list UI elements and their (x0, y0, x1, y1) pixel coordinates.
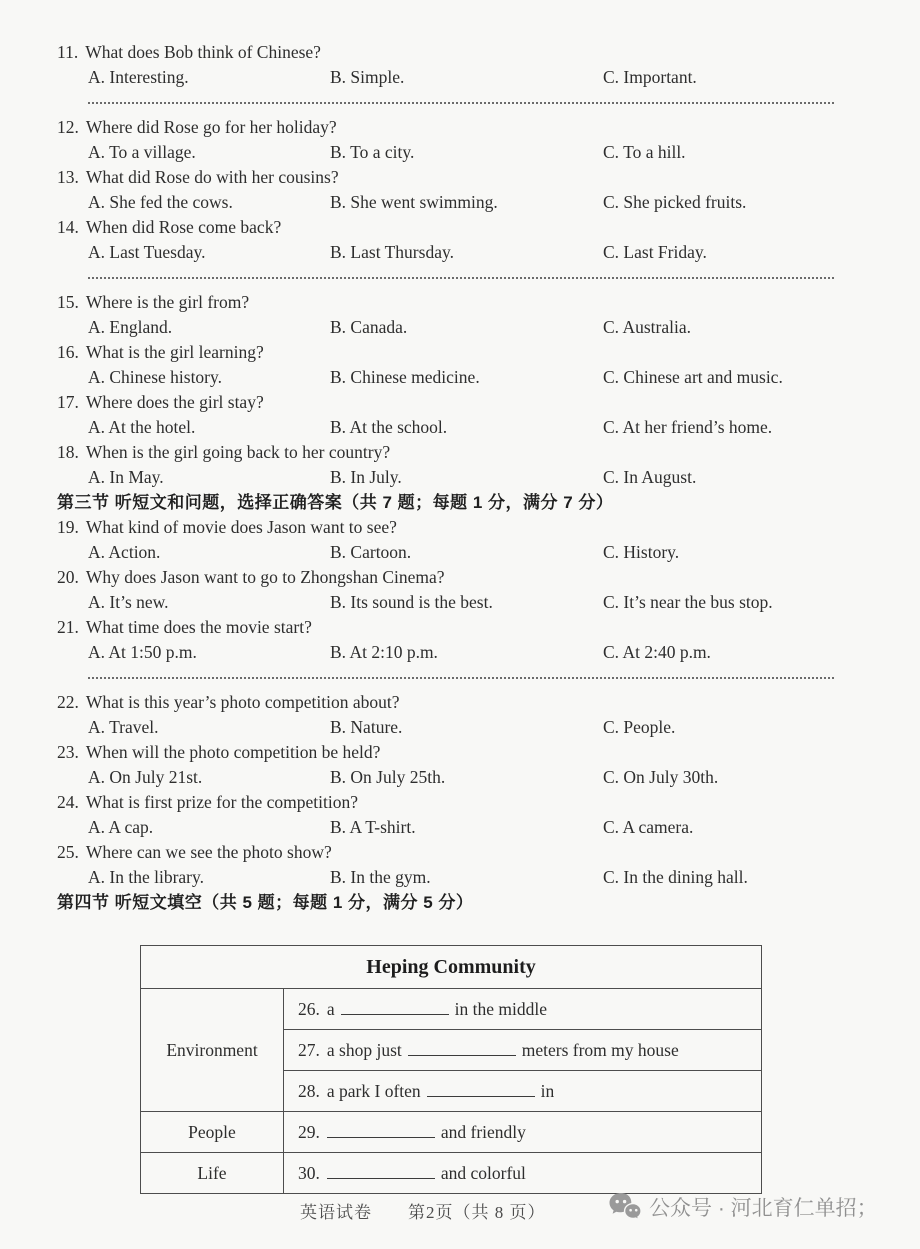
question-block (0, 565, 920, 615)
option-a: A. In the library. (88, 867, 204, 887)
question-text: What is the girl learning? (85, 342, 264, 362)
page-footer (0, 1190, 920, 1232)
option-c: C. She picked fruits. (603, 192, 747, 212)
item-number: 27. (298, 1039, 320, 1060)
option-b: B. Cartoon. (330, 542, 412, 562)
option-b: B. In the gym. (330, 867, 431, 887)
option-c: C. Chinese art and music. (603, 367, 783, 387)
option-b: B. On July 25th. (330, 767, 446, 787)
question-text: What kind of movie does Jason want to see? (85, 517, 397, 537)
question-line (0, 690, 920, 715)
section-header: 第四节 听短文填空（共 5 题；每题 1 分，满分 5 分） (57, 893, 474, 912)
option-c: C. In the dining hall. (603, 867, 748, 887)
page-number-label: 英语试卷 第2页（共 8 页） (300, 1203, 546, 1222)
wechat-account-label (608, 1192, 878, 1222)
question-block (0, 690, 920, 740)
question-block (0, 290, 920, 340)
option-a: A. At 1:50 p.m. (88, 642, 197, 662)
community-table (140, 945, 762, 1194)
question-text: What does Bob think of Chinese? (85, 42, 321, 62)
table-title: Heping Community (141, 946, 762, 989)
question-line (0, 215, 920, 240)
question-number: 13. (57, 167, 79, 187)
question-text: What is first prize for the competition? (85, 792, 359, 812)
option-a: A. It’s new. (88, 592, 169, 612)
table-row (141, 989, 762, 1030)
item-post-text: in (540, 1080, 555, 1101)
option-a: A. Chinese history. (88, 367, 222, 387)
question-line (0, 290, 920, 315)
option-c: C. To a hill. (603, 142, 686, 162)
question-number: 23. (57, 742, 79, 762)
option-b: B. In July. (330, 467, 402, 487)
option-b: B. She went swimming. (330, 192, 498, 212)
options-row (0, 765, 920, 790)
option-b: B. Nature. (330, 717, 403, 737)
question-block (0, 740, 920, 790)
item-post-text: and friendly (440, 1121, 526, 1142)
question-block (0, 115, 920, 165)
question-number: 16. (57, 342, 79, 362)
question-text: What did Rose do with her cousins? (85, 167, 339, 187)
fill-blank-cell (284, 989, 762, 1030)
question-block (0, 165, 920, 215)
options-row (0, 365, 920, 390)
answer-blank (341, 1001, 449, 1015)
question-number: 24. (57, 792, 79, 812)
dotted-divider (0, 665, 920, 690)
option-c: C. Important. (603, 67, 697, 87)
question-text: What time does the movie start? (85, 617, 312, 637)
category-cell: Life (141, 1153, 284, 1194)
option-c: C. At her friend’s home. (603, 417, 773, 437)
question-number: 20. (57, 567, 79, 587)
option-b: B. Simple. (330, 67, 405, 87)
option-a: A. At the hotel. (88, 417, 196, 437)
fill-blank-cell (284, 1112, 762, 1153)
question-number: 21. (57, 617, 79, 637)
option-b: B. Canada. (330, 317, 408, 337)
question-block (0, 615, 920, 665)
option-c: C. Last Friday. (603, 242, 707, 262)
question-text: What is this year’s photo competition about? (85, 692, 400, 712)
question-block (0, 215, 920, 265)
answer-blank (327, 1165, 435, 1179)
question-number: 11. (57, 42, 79, 62)
question-line (0, 40, 920, 65)
question-text: When will the photo competition be held? (85, 742, 381, 762)
option-c: C. History. (603, 542, 680, 562)
option-b: B. A T-shirt. (330, 817, 416, 837)
option-a: A. On July 21st. (88, 767, 203, 787)
question-number: 14. (57, 217, 79, 237)
option-c: C. It’s near the bus stop. (603, 592, 773, 612)
options-row (0, 415, 920, 440)
question-text: When is the girl going back to her country? (85, 442, 391, 462)
option-b: B. At the school. (330, 417, 448, 437)
table-title-row (141, 946, 762, 989)
question-line (0, 440, 920, 465)
question-block (0, 390, 920, 440)
question-line (0, 340, 920, 365)
question-line (0, 615, 920, 640)
option-b: B. Its sound is the best. (330, 592, 493, 612)
option-a: A. Action. (88, 542, 161, 562)
question-text: Why does Jason want to go to Zhongshan Cinema? (85, 567, 445, 587)
wechat-icon (608, 1192, 642, 1222)
table-row (141, 1112, 762, 1153)
question-text: When did Rose come back? (85, 217, 282, 237)
community-table-body (141, 946, 762, 1194)
option-b: B. At 2:10 p.m. (330, 642, 438, 662)
item-pre-text: a park I often (326, 1080, 421, 1101)
question-text: Where can we see the photo show? (85, 842, 332, 862)
option-c: C. On July 30th. (603, 767, 719, 787)
question-block (0, 790, 920, 840)
options-row (0, 590, 920, 615)
question-line (0, 565, 920, 590)
question-text: Where is the girl from? (85, 292, 250, 312)
options-row (0, 540, 920, 565)
item-pre-text: a (326, 998, 335, 1019)
table-row (141, 1153, 762, 1194)
item-number: 26. (298, 998, 320, 1019)
wechat-account-text: 公众号 · 河北育仁单招； (649, 1197, 878, 1220)
question-number: 19. (57, 517, 79, 537)
option-c: C. At 2:40 p.m. (603, 642, 711, 662)
dotted-divider (0, 265, 920, 290)
option-a: A. Last Tuesday. (88, 242, 206, 262)
fill-blank-cell (284, 1153, 762, 1194)
question-number: 22. (57, 692, 79, 712)
question-line (0, 740, 920, 765)
question-block (0, 40, 920, 90)
answer-blank (427, 1083, 535, 1097)
category-cell: Environment (141, 989, 284, 1112)
option-c: C. In August. (603, 467, 697, 487)
item-pre-text: a shop just (326, 1039, 402, 1060)
question-line (0, 390, 920, 415)
option-c: C. People. (603, 717, 676, 737)
answer-blank (327, 1124, 435, 1138)
question-text: Where does the girl stay? (85, 392, 264, 412)
question-text: Where did Rose go for her holiday? (85, 117, 337, 137)
question-block (0, 515, 920, 565)
dotted-divider (0, 90, 920, 115)
option-a: A. England. (88, 317, 173, 337)
option-b: B. Last Thursday. (330, 242, 454, 262)
options-row (0, 865, 920, 890)
question-block (0, 440, 920, 490)
option-b: B. To a city. (330, 142, 415, 162)
options-row (0, 315, 920, 340)
answer-blank (408, 1042, 516, 1056)
question-block (0, 840, 920, 890)
item-post-text: and colorful (440, 1162, 526, 1183)
option-a: A. In May. (88, 467, 164, 487)
item-number: 30. (298, 1162, 320, 1183)
option-b: B. Chinese medicine. (330, 367, 480, 387)
question-number: 15. (57, 292, 79, 312)
section-header: 第三节 听短文和问题，选择正确答案（共 7 题；每题 1 分，满分 7 分） (57, 493, 614, 512)
options-row (0, 140, 920, 165)
options-row (0, 815, 920, 840)
options-row (0, 190, 920, 215)
option-a: A. Interesting. (88, 67, 189, 87)
question-number: 12. (57, 117, 79, 137)
category-cell: People (141, 1112, 284, 1153)
option-c: C. Australia. (603, 317, 691, 337)
question-line (0, 165, 920, 190)
item-number: 28. (298, 1080, 320, 1101)
question-number: 25. (57, 842, 79, 862)
options-row (0, 465, 920, 490)
item-number: 29. (298, 1121, 320, 1142)
item-post-text: meters from my house (521, 1039, 679, 1060)
item-post-text: in the middle (454, 998, 548, 1019)
option-a: A. To a village. (88, 142, 196, 162)
fill-blank-cell (284, 1071, 762, 1112)
option-c: C. A camera. (603, 817, 694, 837)
option-a: A. She fed the cows. (88, 192, 233, 212)
options-row (0, 715, 920, 740)
options-row (0, 240, 920, 265)
question-line (0, 840, 920, 865)
question-line (0, 115, 920, 140)
options-row (0, 65, 920, 90)
fill-blank-cell (284, 1030, 762, 1071)
question-line (0, 790, 920, 815)
option-a: A. A cap. (88, 817, 154, 837)
question-block (0, 340, 920, 390)
options-row (0, 640, 920, 665)
question-number: 18. (57, 442, 79, 462)
option-a: A. Travel. (88, 717, 159, 737)
question-number: 17. (57, 392, 79, 412)
question-line (0, 515, 920, 540)
